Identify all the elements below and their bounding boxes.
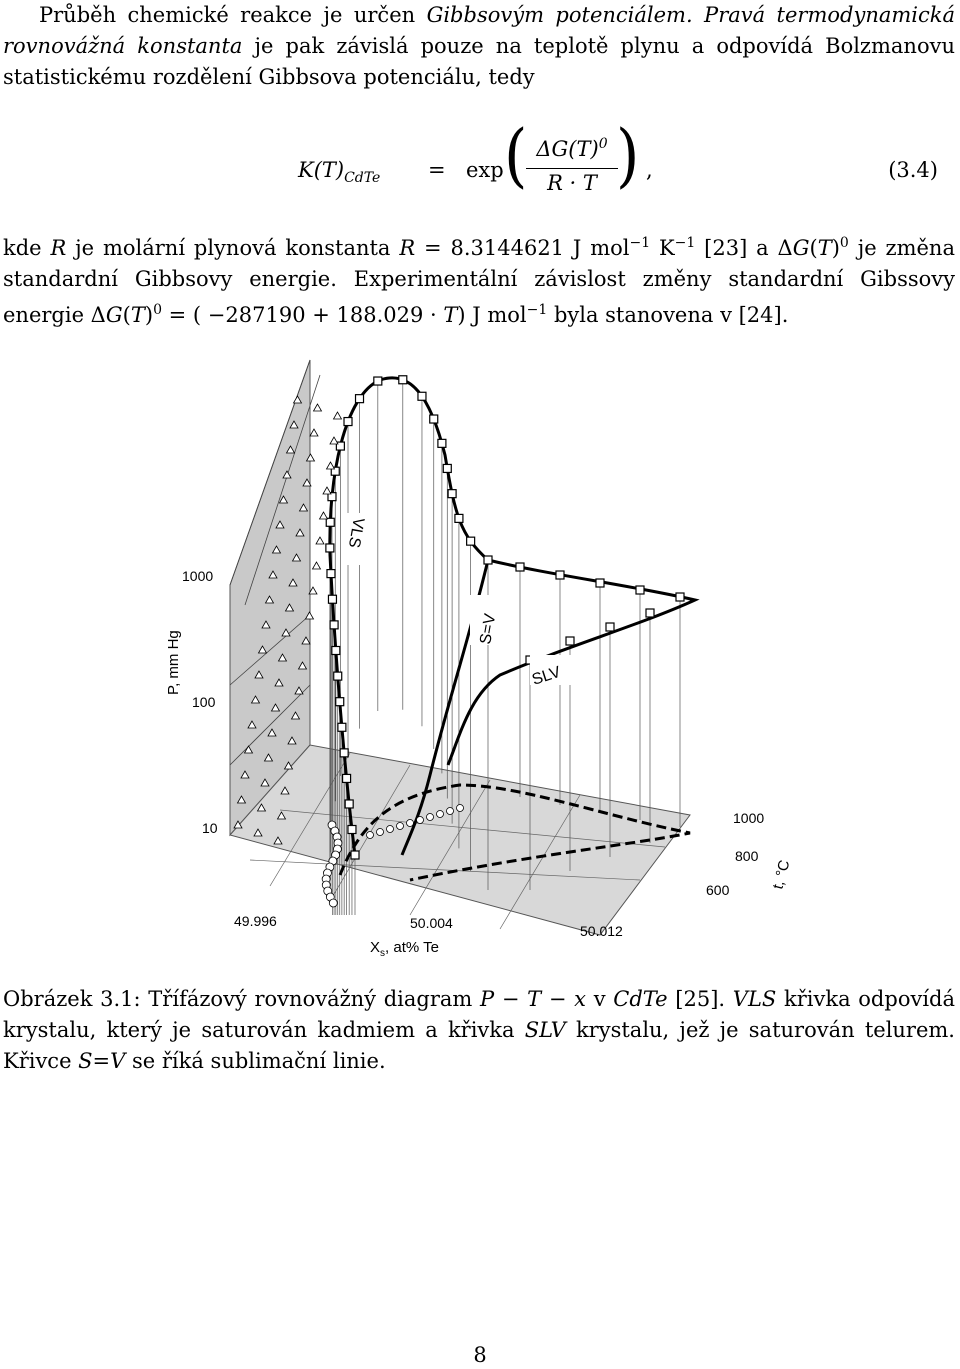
equation-lhs: $K(T)_{CdTe}$ bbox=[298, 158, 381, 186]
page-number: 8 bbox=[473, 1343, 487, 1367]
circle-marker bbox=[437, 811, 444, 818]
square-marker bbox=[430, 415, 438, 423]
square-marker bbox=[336, 698, 344, 706]
fraction-bar bbox=[526, 168, 618, 169]
equation-equals: = bbox=[428, 158, 446, 182]
equation-exp: exp bbox=[466, 158, 504, 182]
square-marker bbox=[327, 570, 335, 578]
square-marker bbox=[418, 392, 426, 400]
triangle-marker bbox=[320, 512, 328, 519]
right-paren: ) bbox=[616, 115, 640, 197]
equation-number: (3.4) bbox=[888, 158, 938, 182]
sv-label-box bbox=[470, 595, 499, 646]
x-tick-label: 49.996 bbox=[234, 913, 277, 929]
slv-label: SLV bbox=[529, 663, 563, 689]
constant-term: Pravá termodynamická rovnovážná konstanta bbox=[3, 3, 956, 58]
square-marker bbox=[351, 851, 359, 859]
circle-marker bbox=[407, 820, 414, 827]
square-marker bbox=[676, 593, 684, 601]
circle-marker bbox=[367, 832, 374, 839]
circle-marker bbox=[427, 814, 434, 821]
square-marker bbox=[438, 439, 446, 447]
z-tick-label: 600 bbox=[706, 882, 730, 898]
equation-3-4 bbox=[0, 115, 960, 230]
square-marker bbox=[374, 377, 382, 385]
intro-text-end: je pak závislá pouze na teplotě plynu a odpovídá Bolzmanovu statistickému rozdělení Gibbsova potenciálu, tedy bbox=[3, 34, 955, 89]
square-marker bbox=[566, 637, 574, 645]
gibbs-term: Gibbsovým potenciálem. bbox=[426, 3, 693, 27]
square-marker bbox=[596, 579, 604, 587]
fraction-numerator: $\Delta G(T)^0$ bbox=[536, 136, 608, 161]
triangle-marker bbox=[314, 404, 322, 411]
square-marker bbox=[556, 571, 564, 579]
vls-label-box bbox=[345, 513, 376, 565]
figure-caption: Obrázek 3.1: Třífázový rovnovážný diagram P − T − x v CdTe [25]. VLS křivka odpovídá krystalu, který je saturován kadmiem a křivka SLV krystalu, jež je saturován telurem. Křivce S=V se říká sublimační linie. bbox=[3, 987, 955, 1073]
square-marker bbox=[399, 376, 407, 384]
explanation-paragraph: kde R je molární plynová konstanta R = 8.3144621 J mol$^{-1}$ $K^{-1}$ [23] a $\Delta G(T)^0$ je změna standardní Gibbsovy energie. Experimentální závislost změny standardní Gibssovy energie $\Delta G(T)^0$ = ( −287190 + 188.029 · T) J mol$^{-1}$ byla stanovena v [24]. bbox=[3, 235, 955, 327]
square-marker bbox=[328, 595, 336, 603]
z-tick-label: 1000 bbox=[733, 810, 765, 826]
square-marker bbox=[448, 490, 456, 498]
square-marker bbox=[356, 395, 364, 403]
equation-lhs-subscript: CdTe bbox=[344, 170, 381, 186]
square-marker bbox=[326, 544, 334, 552]
x-axis-label: $X_s$, at% Te bbox=[370, 939, 439, 959]
x-tick-label: 50.012 bbox=[580, 923, 623, 939]
triangle-marker bbox=[316, 537, 324, 544]
square-marker bbox=[484, 556, 492, 564]
left-paren: ( bbox=[504, 115, 528, 197]
square-marker bbox=[345, 800, 353, 808]
floor-plane bbox=[230, 745, 690, 935]
intro-text: Průběh chemické reakce je určen bbox=[39, 3, 427, 27]
y-tick-label: 100 bbox=[192, 694, 216, 710]
triangle-marker bbox=[310, 429, 318, 436]
phase-diagram-svg bbox=[165, 355, 800, 965]
circle-marker bbox=[377, 829, 384, 836]
circle-marker bbox=[457, 805, 464, 812]
slv-label-box bbox=[530, 655, 578, 689]
square-marker bbox=[330, 621, 338, 629]
circle-marker bbox=[329, 899, 337, 907]
triangle-marker bbox=[334, 412, 342, 419]
x-tick-label: 50.004 bbox=[410, 915, 453, 931]
circle-marker bbox=[447, 808, 454, 815]
square-marker bbox=[343, 774, 351, 782]
phase-diagram-figure bbox=[165, 355, 800, 965]
vls-label: VLS bbox=[344, 516, 367, 550]
intro-paragraph bbox=[3, 0, 955, 93]
fraction-denominator: R · T bbox=[547, 171, 597, 195]
square-marker bbox=[348, 826, 356, 834]
triangle-marker bbox=[327, 462, 335, 469]
square-marker bbox=[467, 537, 475, 545]
equation-comma: , bbox=[646, 158, 653, 182]
circle-marker bbox=[417, 817, 424, 824]
square-marker bbox=[646, 609, 654, 617]
z-axis-label: t, °C bbox=[769, 858, 794, 892]
square-marker bbox=[332, 646, 340, 654]
y-axis-label: P, mm Hg bbox=[165, 630, 182, 695]
square-marker bbox=[344, 418, 352, 426]
circle-marker bbox=[387, 826, 394, 833]
z-tick-label: 800 bbox=[735, 848, 759, 864]
square-marker bbox=[443, 464, 451, 472]
square-marker bbox=[334, 672, 342, 680]
y-tick-label: 1000 bbox=[182, 568, 214, 584]
triangle-marker bbox=[330, 437, 338, 444]
square-marker bbox=[606, 623, 614, 631]
circle-marker bbox=[397, 823, 404, 830]
square-marker bbox=[516, 563, 524, 571]
y-tick-label: 10 bbox=[202, 820, 218, 836]
triangle-marker bbox=[313, 562, 321, 569]
square-marker bbox=[455, 514, 463, 522]
triangle-marker bbox=[323, 487, 331, 494]
square-marker bbox=[340, 749, 348, 757]
sv-label: S=V bbox=[477, 612, 500, 646]
square-marker bbox=[636, 586, 644, 594]
square-marker bbox=[326, 518, 334, 526]
equation-fraction bbox=[526, 136, 618, 201]
square-marker bbox=[338, 723, 346, 731]
